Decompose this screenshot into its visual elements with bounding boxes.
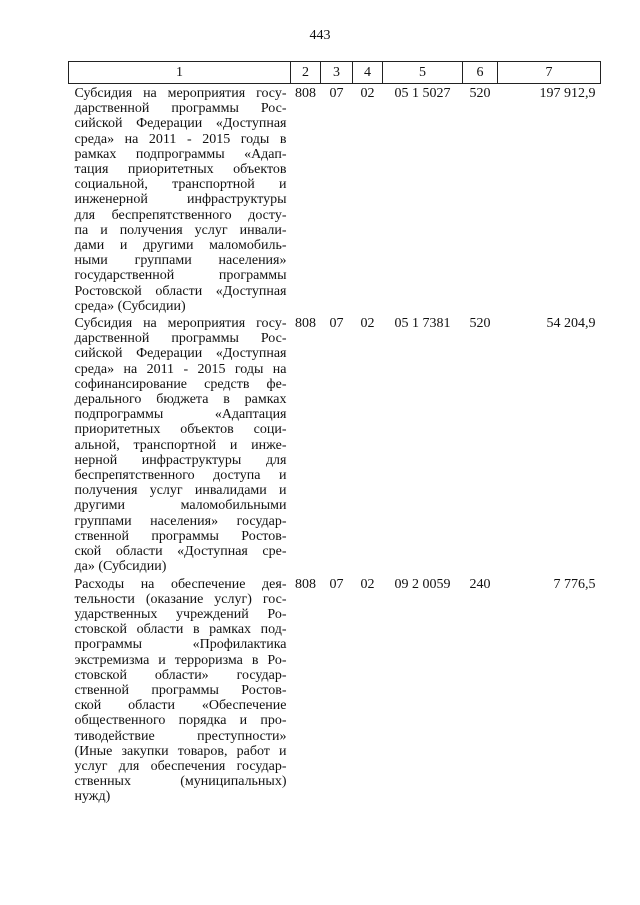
description-line: для беспрепятственного досту- (74, 207, 287, 223)
table-row (69, 84, 601, 315)
description-line: программы «Профилактика (74, 637, 287, 653)
description-line: дарственной программы Рос- (74, 101, 287, 117)
ministry-code-cell: 808 (295, 316, 316, 332)
section-code-cell: 07 (329, 316, 344, 332)
section-code-cell: 07 (329, 576, 344, 592)
description-line: приоритетных объектов соци- (74, 422, 287, 438)
section-code-cell: 07 (329, 86, 344, 101)
expense-type-cell: 240 (469, 576, 491, 592)
subsection-code-cell: 02 (360, 86, 375, 101)
table-header (69, 62, 601, 84)
description-line: Субсидия на мероприятия госу- (74, 316, 287, 332)
budget-table (68, 61, 601, 805)
description-cell (69, 575, 291, 805)
column-header: 3 (321, 62, 353, 84)
description-line: нужд) (74, 789, 111, 805)
amount-cell: 7 776,5 (553, 576, 596, 592)
description-line: социальной, транспортной и (74, 177, 287, 193)
description-line: софинансирование средств фе- (74, 376, 287, 392)
subsection-code-cell: 02 (360, 316, 375, 332)
description-line: экстремизма и терроризма в Ро- (74, 652, 287, 668)
description-line: среда» (Субсидии) (74, 298, 186, 314)
description-line: среда» на 2011 - 2015 годы на (74, 361, 287, 377)
description-line: тиводействие преступности» (74, 728, 287, 744)
column-header: 2 (291, 62, 321, 84)
description-line: (Иные закупки товаров, работ и (74, 743, 287, 759)
description-line: ственной программы Ростов- (74, 528, 287, 544)
ministry-code-cell: 808 (295, 86, 316, 101)
target-article-cell: 05 1 7381 (394, 316, 451, 332)
description-line: беспрепятственного доступа и (74, 468, 287, 484)
description-line: Расходы на обеспечение дея- (74, 576, 287, 592)
description-line: дерального бюджета в рамках (74, 392, 287, 408)
description-line: услуг для обеспечения государ- (74, 758, 287, 774)
description-line: дарственной программы Рос- (74, 331, 287, 347)
description-line: па и получения услуг инвали- (74, 222, 287, 238)
description-line: ской области «Доступная сре- (74, 544, 287, 560)
description-line: общественного порядка и про- (74, 713, 287, 729)
target-article-cell: 09 2 0059 (394, 576, 451, 592)
description-line: дами и другими маломобиль- (74, 238, 287, 254)
description-line: группами населения» государ- (74, 513, 287, 529)
column-header: 5 (383, 62, 463, 84)
description-line: ственных (муниципальных) (74, 774, 287, 790)
description-line: стовской области в рамках под- (74, 622, 287, 638)
table-row (69, 575, 601, 805)
subsection-code-cell: 02 (360, 576, 375, 592)
page-number: 443 (309, 28, 331, 43)
description-cell (69, 84, 291, 315)
amount-cell: 197 912,9 (539, 86, 596, 101)
description-line: государственной программы (74, 268, 287, 284)
description-line: среда» на 2011 - 2015 годы в (74, 131, 287, 147)
expense-type-cell: 520 (469, 86, 491, 101)
column-header: 1 (69, 62, 291, 84)
amount-cell: 54 204,9 (546, 316, 596, 332)
header-row (69, 62, 601, 84)
description-line: сийской Федерации «Доступная (74, 346, 287, 362)
column-header: 7 (498, 62, 601, 84)
description-line: сийской Федерации «Доступная (74, 116, 287, 132)
description-line: да» (Субсидии) (74, 559, 167, 575)
description-line: инженерной инфраструктуры (74, 192, 287, 208)
description-line: рамках подпрограммы «Адап- (74, 146, 287, 162)
ministry-code-cell: 808 (295, 576, 316, 592)
description-line: Субсидия на мероприятия госу- (74, 86, 287, 101)
column-header: 6 (463, 62, 498, 84)
description-line: подпрограммы «Адаптация (74, 407, 287, 423)
description-line: получения услуг инвалидами и (74, 483, 287, 499)
description-cell (69, 314, 291, 574)
description-line: альной, транспортной и инже- (74, 437, 287, 453)
description-line: Ростовской области «Доступная (74, 283, 287, 299)
description-line: другими маломобильными (74, 498, 287, 514)
description-line: ской области «Обеспечение (74, 698, 287, 714)
expense-type-cell: 520 (469, 316, 491, 332)
table-row (69, 314, 601, 574)
description-line: тация приоритетных объектов (74, 162, 287, 178)
description-line: стовской области» государ- (74, 667, 287, 683)
description-line: ударственных учреждений Ро- (74, 606, 287, 622)
column-header: 4 (353, 62, 383, 84)
description-line: ственной программы Ростов- (74, 682, 287, 698)
description-line: тельности (оказание услуг) гос- (74, 591, 287, 607)
target-article-cell: 05 1 5027 (394, 86, 451, 101)
description-line: ными группами населения» (74, 253, 287, 269)
description-line: нерной инфраструктуры для (74, 452, 287, 468)
table-body (69, 84, 601, 805)
